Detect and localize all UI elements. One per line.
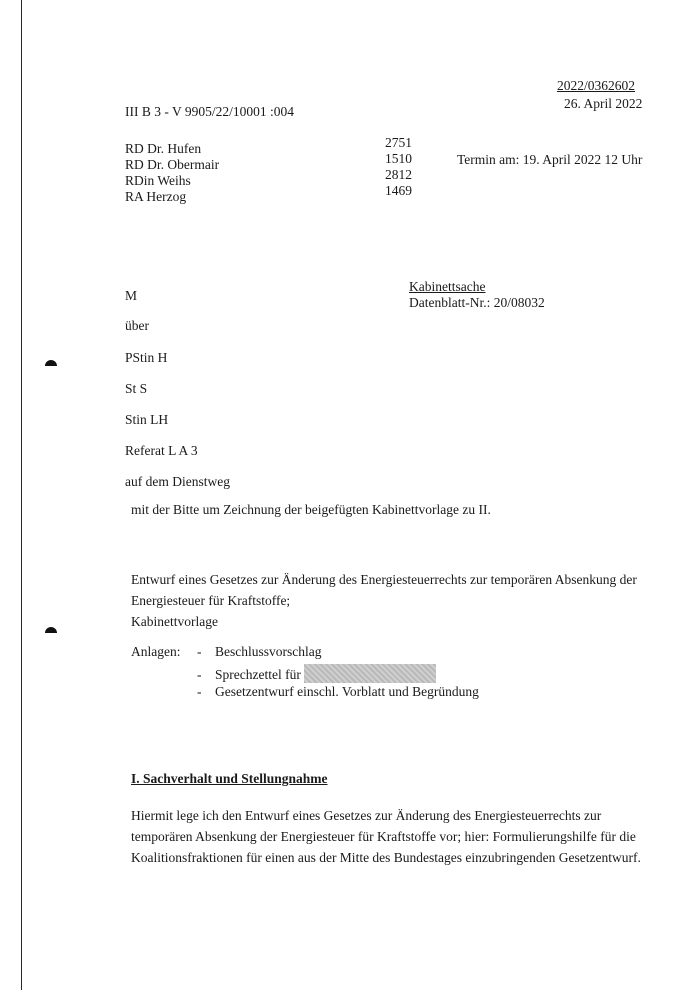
subject-block: [131, 569, 661, 632]
routing-channel: auf dem Dienstweg: [125, 474, 230, 489]
file-reference: III B 3 - V 9905/22/10001 :004: [125, 104, 295, 119]
document-number: 2022/0362602: [557, 78, 636, 93]
routing-step: PStin H: [125, 350, 168, 365]
body-line: temporären Absenkung der Energiesteuer für Kraftstoffe vor; hier: Formulierungshilfe für die: [131, 829, 636, 844]
kabinettsache-label: Kabinettsache: [409, 279, 486, 294]
contact-extension: 1469: [385, 183, 412, 198]
attachment-text: Beschlussvorschlag: [215, 644, 322, 659]
attachments-label: Anlagen:: [131, 644, 181, 659]
routing-via: über: [125, 318, 149, 333]
contact-name: RD Dr. Obermair: [125, 157, 220, 172]
routing-step: Stin LH: [125, 412, 169, 427]
list-dash: -: [197, 684, 202, 699]
subject-line: Energiesteuer für Kraftstoffe;: [131, 593, 291, 608]
contact-extension: 1510: [385, 151, 412, 166]
section-heading: I. Sachverhalt und Stellungnahme: [131, 771, 328, 786]
scan-edge-line: [21, 0, 22, 990]
attachment-item: [197, 644, 321, 660]
body-line: Hiermit lege ich den Entwurf eines Gesetzes zur Änderung des Energiesteuerrechts zur: [131, 808, 602, 823]
subject-line: Entwurf eines Gesetzes zur Änderung des Energiesteuerrechts zur temporären Absenkung der: [131, 572, 637, 587]
list-dash: -: [197, 644, 202, 659]
contact-name: RDin Weihs: [125, 173, 191, 188]
contact-extension: 2751: [385, 135, 412, 150]
attachment-item: [197, 684, 479, 700]
redaction-block: [304, 664, 436, 683]
punch-hole-mark: [44, 353, 58, 367]
attachment-text: Sprechzettel für: [215, 667, 301, 682]
routing-step: St S: [125, 381, 148, 396]
attachment-item: [197, 664, 436, 683]
recipient: M: [125, 288, 138, 303]
routing-step: Referat L A 3: [125, 443, 198, 458]
list-dash: -: [197, 667, 202, 682]
contact-name: RA Herzog: [125, 189, 187, 204]
section-body: [131, 805, 661, 868]
termin-line: Termin am: 19. April 2022 12 Uhr: [457, 152, 643, 167]
contact-name: RD Dr. Hufen: [125, 141, 202, 156]
document-date: 26. April 2022: [564, 96, 643, 111]
subject-line: Kabinettvorlage: [131, 614, 218, 629]
punch-hole-mark: [44, 620, 58, 634]
body-line: Koalitionsfraktionen für einen aus der Mitte des Bundestages einzubringenden Gesetzentwurf.: [131, 850, 641, 865]
attachment-text: Gesetzentwurf einschl. Vorblatt und Begründung: [215, 684, 479, 699]
routing-request: mit der Bitte um Zeichnung der beigefügten Kabinettvorlage zu II.: [131, 502, 491, 517]
datenblatt-number: Datenblatt-Nr.: 20/08032: [409, 295, 545, 310]
contact-extension: 2812: [385, 167, 412, 182]
